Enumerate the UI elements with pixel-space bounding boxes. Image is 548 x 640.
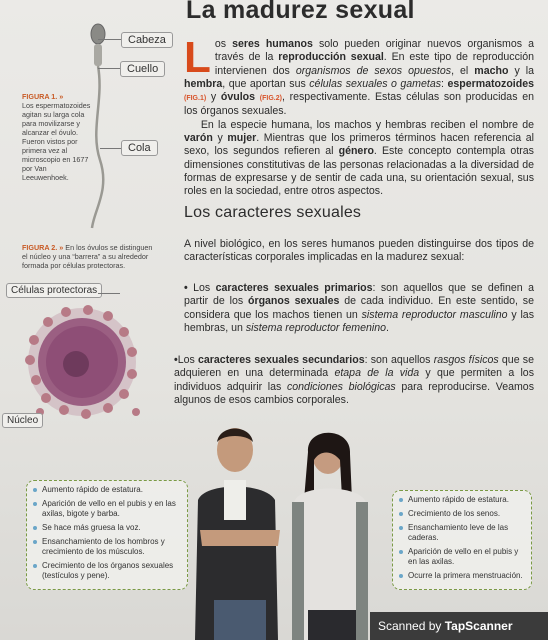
secondary-characters: •Los caracteres sexuales secundarios: son aquellos rasgos físicos que se adquieren en una determinada etapa de la vida y que permiten a los individuos adquirir las condiciones biológicas para reproducirse. Veamos algunos de esos cambios corporales. bbox=[174, 354, 534, 406]
list-item: Crecimiento de los senos. bbox=[399, 509, 525, 519]
list-item: Ensanchamiento de los hombros y crecimiento de los músculos. bbox=[33, 537, 181, 557]
figure2-text: En los óvulos se distinguen el núcleo y una “barrera” a su alrededor formada por células protectoras. bbox=[22, 243, 153, 270]
list-item: Aumento rápido de estatura. bbox=[33, 485, 181, 495]
tail-label: Cola bbox=[121, 140, 158, 156]
dropcap: L bbox=[184, 33, 211, 82]
list-item: Aparición de vello en el pubis y en las axilas. bbox=[399, 547, 525, 567]
figure1-label: FIGURA 1. » bbox=[22, 92, 64, 101]
ovum-illustration bbox=[12, 300, 152, 430]
list-item: Crecimiento de los órganos sexuales (testículos y pene). bbox=[33, 561, 181, 581]
figure2-caption bbox=[22, 243, 154, 270]
section-title: Los caracteres sexuales bbox=[184, 204, 362, 221]
head-label: Cabeza bbox=[121, 32, 173, 48]
list-item: Se hace más gruesa la voz. bbox=[33, 523, 181, 533]
teens-photo bbox=[180, 420, 390, 640]
list-item: Aparición de vello en el pubis y en las axilas, bigote y barba. bbox=[33, 499, 181, 519]
section-text: A nivel biológico, en los seres humanos pueden distinguirse dos tipos de características corporales implicadas en la madurez sexual: bbox=[184, 238, 534, 264]
head-pointer bbox=[98, 39, 122, 40]
scanner-watermark: Scanned by TapScanner bbox=[370, 612, 548, 640]
intro-text: Los seres humanos solo pueden originar nuevos organismos a través de la reproducción sexual. En este tipo de reproducción intervienen dos organismos de sexos opuestos, el macho y la hembra, que aportan sus células sexuales o gametas: espermatozoides (FIG.1) y óvulos (FIG.2), respectivamente. Estas células son producidas en los órganos sexuales. En la especie humana, los machos y hembras reciben el nombre de varón y mujer. Mientras que los primeros términos hacen referencia al sexo, los segundos refieren al género. Este concepto contempla otras dimensiones constitutivas de las personas relacionadas a la diversidad de formas de expresarse y de sentir de cada una, su orientación sexual, sus roles en la sociedad, entre otros aspectos. bbox=[184, 33, 535, 198]
primary-characters: • Los caracteres sexuales primarios: son aquellos que se definen a partir de los órganos sexuales de cada individuo. En este sentido, se considera que los machos tienen un sistema reproductor masculino y las hembras, un sistema reproductor femenino. bbox=[184, 282, 534, 334]
figure1-caption bbox=[22, 92, 94, 182]
list-item: Ensanchamiento leve de las caderas. bbox=[399, 523, 525, 543]
neck-label: Cuello bbox=[120, 61, 165, 77]
male-changes-box bbox=[26, 480, 188, 590]
list-item: Ocurre la primera menstruación. bbox=[399, 571, 525, 581]
tail-pointer bbox=[100, 148, 122, 149]
list-item: Aumento rápido de estatura. bbox=[399, 495, 525, 505]
female-changes-box bbox=[392, 490, 532, 590]
page-title: La madurez sexual bbox=[186, 0, 415, 24]
neck-pointer bbox=[98, 68, 120, 69]
nucleus-label: Núcleo bbox=[2, 413, 43, 428]
protective-cells-label: Células protectoras bbox=[6, 283, 102, 298]
figure2-label: FIGURA 2. » bbox=[22, 243, 64, 252]
protective-cells-pointer bbox=[98, 293, 120, 294]
figure1-text: Los espermatozoides agitan su larga cola para movilizarse y alcanzar el óvulo. Fueron vistos por primera vez al microscopio en 1677 por Van Leeuwenhoek. bbox=[22, 101, 91, 182]
